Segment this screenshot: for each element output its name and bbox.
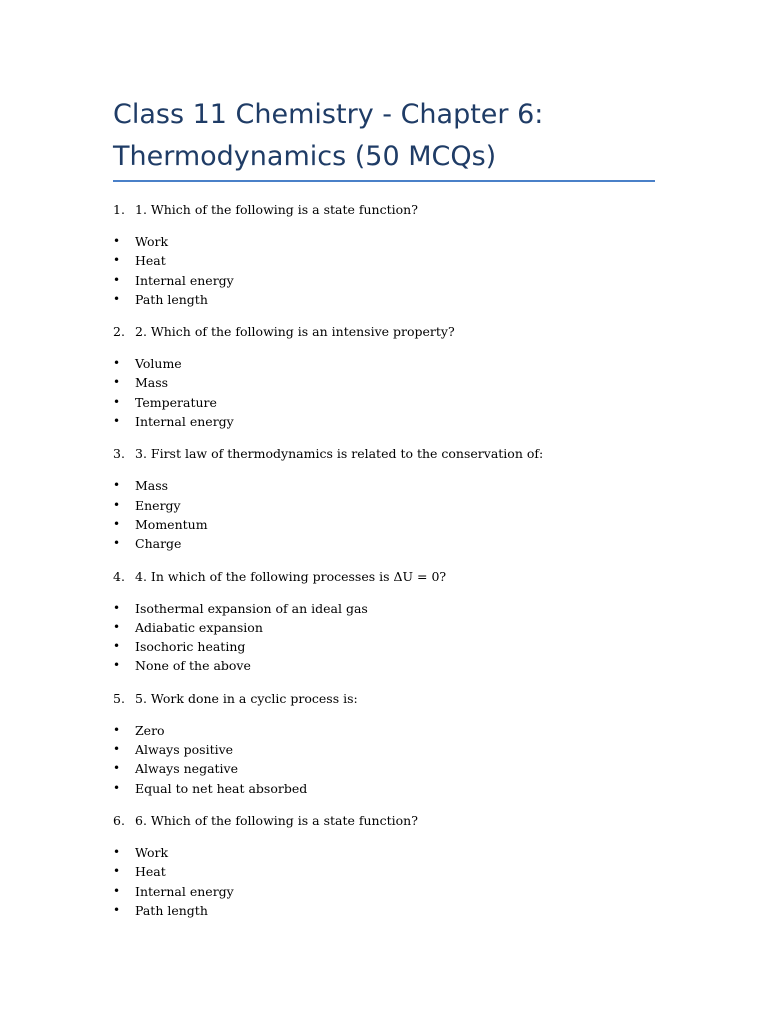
bullet-icon: • [113,619,121,634]
answer-option-text: Volume [135,356,182,372]
question-item [113,322,673,341]
answer-options-list [113,232,673,309]
question-item [113,444,673,463]
answer-option [113,232,673,251]
answer-option-text: Mass [135,375,169,391]
question-number: 4. [113,568,125,584]
bullet-icon: • [113,844,121,859]
answer-option-text: Temperature [135,394,217,410]
answer-option [113,721,673,740]
bullet-icon: • [113,639,121,654]
bullet-icon: • [113,291,121,306]
answer-option [113,251,673,270]
answer-option-text: Internal energy [135,883,234,899]
answer-option [113,599,673,618]
answer-option [113,618,673,637]
answer-option [113,779,673,798]
answer-option-text: None of the above [135,658,251,674]
answer-options-list [113,476,673,553]
answer-option [113,515,673,534]
question-item [113,689,673,708]
title-underline [113,180,655,182]
question-text: 3. First law of thermodynamics is related to the conservation of: [135,446,544,462]
question-text: 4. In which of the following processes is ΔU = 0? [135,568,447,584]
question-item [113,567,673,586]
answer-option [113,759,673,778]
bullet-icon: • [113,497,121,512]
bullet-icon: • [113,536,121,551]
bullet-icon: • [113,600,121,615]
answer-option [113,862,673,881]
bullet-icon: • [113,375,121,390]
bullet-icon: • [113,253,121,268]
question-number: 1. [113,202,125,217]
answer-option-text: Heat [135,864,166,880]
answer-options-list [113,721,673,798]
answer-option [113,882,673,901]
answer-option-text: Equal to net heat absorbed [135,780,308,796]
bullet-icon: • [113,722,121,737]
question-item [113,200,673,219]
answer-option-text: Always positive [135,742,234,758]
bullet-icon: • [113,478,121,493]
answer-option-text: Adiabatic expansion [135,619,263,635]
bullet-icon: • [113,394,121,409]
answer-option-text: Energy [135,497,181,513]
bullet-icon: • [113,234,121,248]
answer-option-text: Path length [135,902,208,918]
bullet-icon: • [113,780,121,795]
bullet-icon: • [113,356,121,371]
answer-option [113,843,673,862]
question-text: 5. Work done in a cyclic process is: [135,690,358,706]
question-text: 1. Which of the following is a state function? [135,202,418,217]
bullet-icon: • [113,742,121,757]
question-number: 3. [113,446,125,462]
answer-option-text: Internal energy [135,414,234,430]
answer-option [113,393,673,412]
bullet-icon: • [113,272,121,287]
answer-option-text: Work [135,234,169,249]
answer-option-text: Internal energy [135,272,234,288]
answer-options-list [113,599,673,676]
answer-option [113,740,673,759]
answer-option-text: Work [135,844,169,860]
answer-option [113,373,673,392]
bullet-icon: • [113,864,121,879]
question-number: 2. [113,324,125,340]
page-title: Class 11 Chemistry - Chapter 6: Thermodynamics (50 MCQs) [113,99,544,172]
answer-options-list [113,843,673,920]
answer-option-text: Always negative [135,761,239,777]
answer-option-text: Momentum [135,516,208,532]
answer-option [113,354,673,373]
answer-option-text: Charge [135,536,182,552]
answer-option-text: Isothermal expansion of an ideal gas [135,600,368,616]
bullet-icon: • [113,516,121,531]
bullet-icon: • [113,414,121,429]
question-number: 6. [113,812,125,828]
answer-option-text: Mass [135,478,169,494]
answer-options-list [113,354,673,431]
answer-option-text: Zero [135,722,165,738]
answer-option [113,290,673,309]
answer-option-text: Isochoric heating [135,639,246,655]
answer-option [113,476,673,495]
bullet-icon: • [113,883,121,898]
question-text: 6. Which of the following is a state function? [135,812,418,828]
answer-option [113,496,673,515]
question-item [113,811,673,830]
question-text: 2. Which of the following is an intensive property? [135,324,455,340]
answer-option [113,412,673,431]
answer-option [113,656,673,675]
answer-option [113,534,673,553]
answer-option-text: Heat [135,253,166,269]
question-number: 5. [113,690,125,706]
bullet-icon: • [113,902,121,917]
answer-option [113,901,673,920]
answer-option-text: Path length [135,291,208,307]
answer-option [113,637,673,656]
bullet-icon: • [113,658,121,673]
answer-option [113,271,673,290]
bullet-icon: • [113,761,121,776]
question-list [113,200,673,933]
